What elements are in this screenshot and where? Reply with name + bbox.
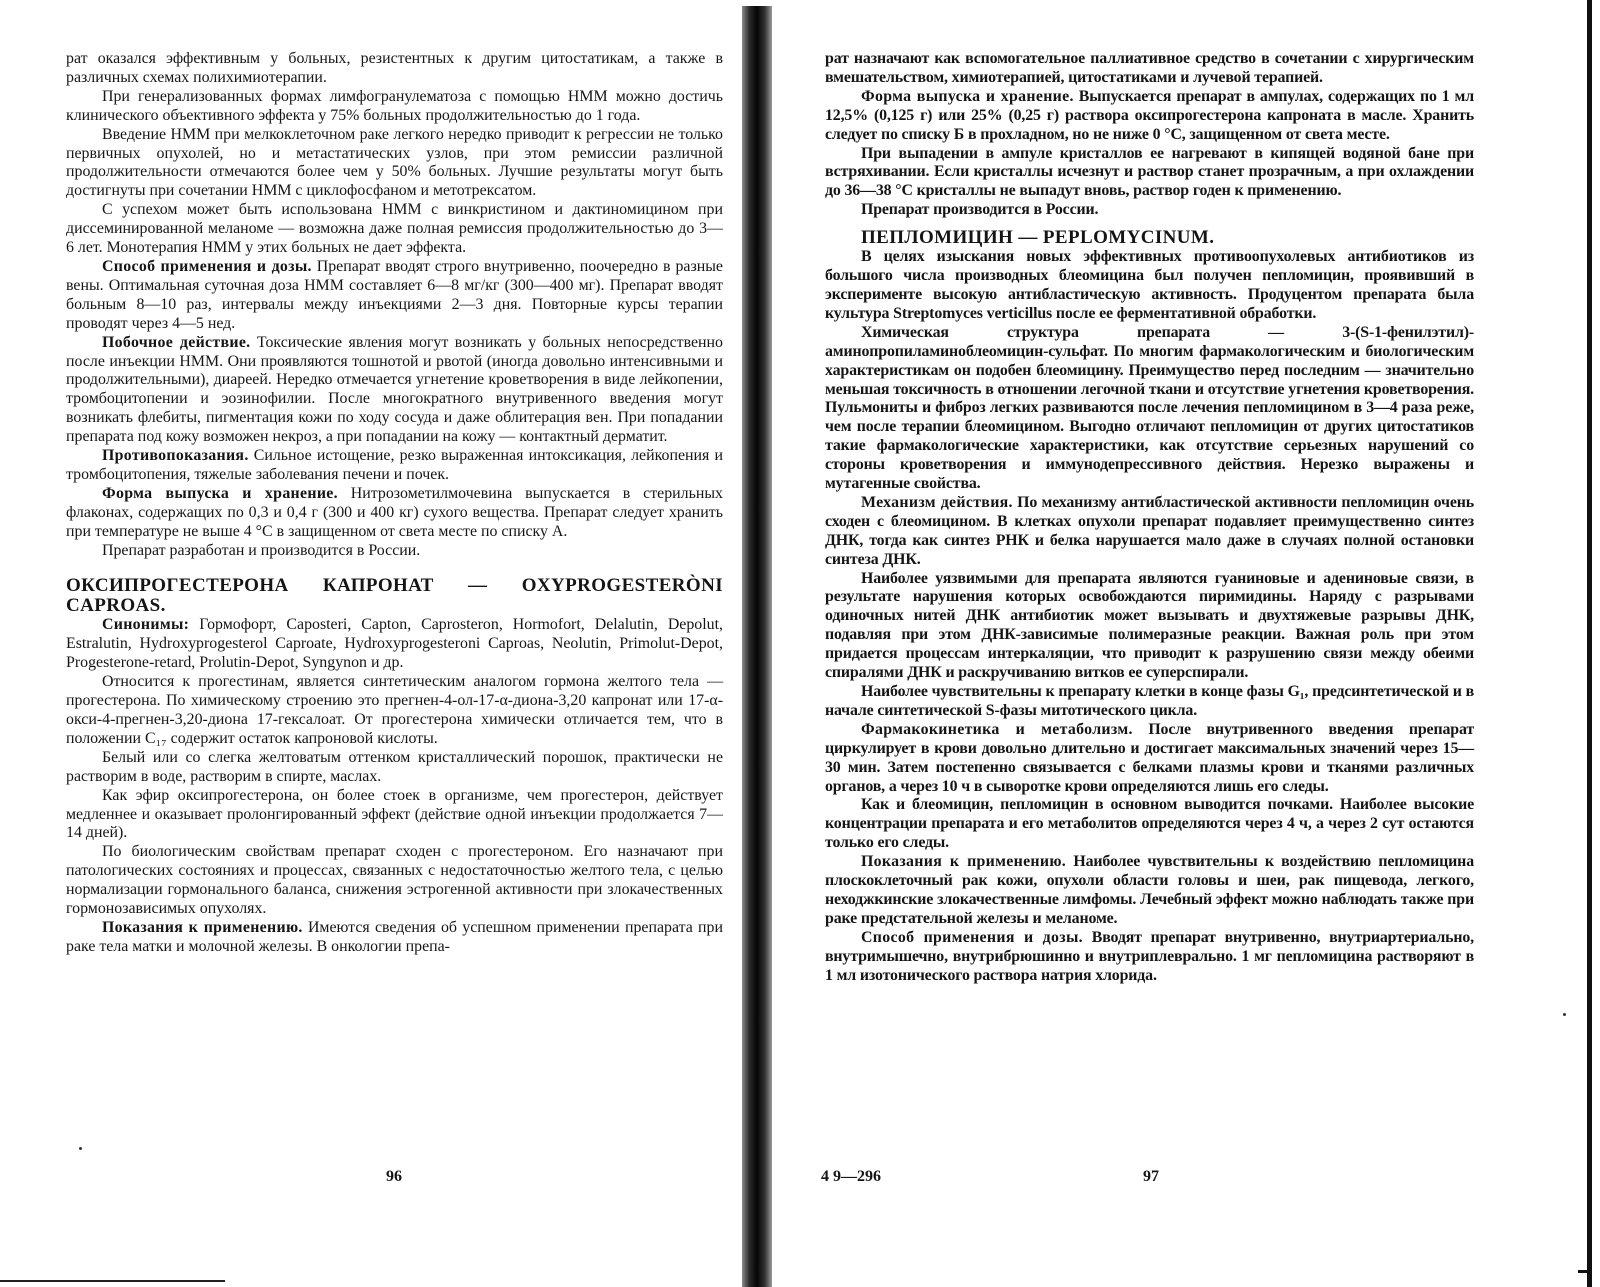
- entry-heading-peplomycin: ПЕПЛОМИЦИН — PEPLOMYCINUM.: [861, 227, 1215, 249]
- paragraph-text: Выпускается препарат в ампулах, содержащих по 1 мл 12,5% (0,125 г) или 25% (0,25 г) раствора оксипрогестерона капроната в масле. Хранить следует по списку Б в прохладном, но не ниже 0 °С, защищенном от света месте.: [825, 87, 1474, 143]
- book-gutter: [742, 6, 772, 1287]
- paragraph-text: Имеются сведения об успешном применении препарата при раке тела матки и молочной железы. В онкологии препа-: [66, 918, 724, 955]
- paragraph-text: В целях изыскания новых эффективных противоопухолевых антибиотиков из большого числа производных блеомицина был получен пепломицин, проявивший в эксперименте высокую антибластическую активность. Продуцентом препарата была культура Streptomyces verticillus после ее ферментативной обработки.: [825, 248, 1474, 322]
- paragraph: [825, 88, 1474, 145]
- paragraph-text: Препарат разработан и производится в России.: [102, 541, 421, 559]
- paragraph: [66, 616, 723, 673]
- paragraph: [66, 542, 723, 561]
- run-in-heading: Противопоказания.: [102, 447, 249, 465]
- paragraph-text: После внутривенного введения препарат циркулирует в крови довольно длительно и достигает максимальных значений через 15—30 мин. Затем постепенно связывается с белками плазмы крови и тканями различных органов, а через 10 ч в сыворотке крови определяются лишь его следы.: [825, 720, 1474, 795]
- paragraph: [66, 334, 723, 447]
- run-in-heading: Механизм действия.: [861, 493, 1013, 511]
- run-in-heading: Фармакокинетика и метаболизм.: [861, 720, 1133, 738]
- paragraph-text: Вводят препарат внутривенно, внутриартериально, внутримышечно, внутрибрюшинно и внутриплеврально. 1 мг пепломицина растворяют в 1 мл изотонического раствора натрия хлорида.: [825, 928, 1474, 984]
- right-page-body: [825, 50, 1474, 220]
- paragraph: [66, 88, 723, 126]
- paragraph-text: Гормофорт, Caposteri, Capton, Caprosteron, Hormofort, Delalutin, Depolut, Estralutin, Hydroxyprogesterol Caproate, Hydroxyprogesteroni Caproas, Neolutin, Primolut-Depot, Progesterone-retard, Prolutin-Depot, Syngynon и др.: [66, 616, 723, 672]
- paragraph: [825, 721, 1474, 797]
- page-number-right: 97: [1143, 1168, 1159, 1185]
- paragraph-text: Химическая структура препарата — 3-(S-1-фенилэтил)-аминопропиламиноблеомицин-сульфат. По многим фармакологическим и биологическим характеристикам он подобен блеомицину. Преимущество перед последним — значительно меньшая токсичность в отношении легочной ткани и отсутствие угнетения кроветворения. Пульмониты и фиброз легких развиваются после лечения пепломицином в 3—4 раза реже, чем после терапии блеомицином. Выгодно отличают пепломицин от других цитостатиков такие фармакологические характеристики, как отсутствие серьезных нарушений со стороны кроветворения и иммунодепрессивного действия. Нерезко выражены и мутагенные свойства.: [825, 323, 1474, 493]
- paragraph-text: При выпадении в ампуле кристаллов ее нагревают в кипящей водяной бане при встряхивании. Если кристаллы исчезнут и раствор станет прозрачным, а при охлаждении до 36—38 °С кристаллы не выпадут вновь, раствор годен к применению.: [825, 144, 1474, 200]
- scan-bottom-line: [0, 1280, 225, 1282]
- signature-mark: 4 9—296: [821, 1168, 881, 1185]
- paragraph: [66, 201, 723, 258]
- paragraph-text: Препарат производится в России.: [861, 201, 1099, 219]
- paragraph-text: Нитрозометилмочевина выпускается в стерильных флаконах, содержащих по 0,3 и 0,4 г (300 и 400 кг) сухого вещества. Препарат следует хранить при температуре не выше 4 °С в защищенном от света месте по списку А.: [66, 484, 723, 540]
- paragraph: [825, 796, 1474, 853]
- paragraph: [66, 447, 723, 485]
- paragraph-text: Введение НММ при мелкоклеточном раке легкого нередко приводит к регрессии не только первичных опухолей, но и метастатических узлов, при этом ремиссии различной продолжительности отмечаются более чем у 50% больных. Лучшие результаты могут быть достигнуты при сочетании НММ с циклофосфаном и метотрексатом.: [66, 125, 723, 200]
- paragraph: [66, 485, 723, 542]
- paragraph-text: Относится к прогестинам, является синтетическим аналогом гормона желтого тела — прогестерона. По химическому строению это прегнен-4-ол-17-α-диона-3,20 капронат или 17-α-окси-4-прегнен-3,20-диона 17-гексалоат. От прогестерона химически отличается тем, что в положении С₁₇ содержит остаток капроновой кислоты.: [66, 673, 723, 747]
- run-in-heading: Показания к применению.: [102, 918, 303, 936]
- paragraph-text: По биологическим свойствам препарат сходен с прогестероном. Его назначают при патологических состояниях и процессах, связанных с недостаточностью желтого тела, с целью нормализации гормонального баланса, снижения эстрогенной активности при злокачественных гормонозависимых опухолях.: [66, 843, 723, 918]
- entry-heading-oxyprogesterone: ОКСИПРОГЕСТЕРОНА КАПРОНАТ — OXYPROGESTERÒNI CAPROAS.: [66, 575, 723, 617]
- paragraph-text: Белый или со слегка желтоватым оттенком кристаллический порошок, практически не растворим в воде, растворим в спирте, маслах.: [66, 748, 723, 785]
- paragraph-text: По механизму антибластической активности пепломицин очень сходен с блеомицином. В клетках опухоли препарат подавляет преимущественно синтез ДНК, тогда как синтез РНК и белка нарушается мало даже в случаях полной остановки синтеза ДНК.: [825, 493, 1474, 568]
- run-in-heading: Форма выпуска и хранение.: [102, 484, 338, 502]
- paragraph: [66, 126, 723, 202]
- paragraph: [825, 853, 1474, 929]
- page-edge-shadow: [1587, 0, 1592, 1287]
- paragraph: [66, 749, 723, 787]
- paragraph: [66, 50, 723, 88]
- paragraph-text: рат оказался эффективным у больных, резистентных к другим цитостатикам, а также в различных схемах полихимиотерапии.: [66, 50, 723, 86]
- paragraph: [825, 570, 1474, 683]
- paragraph-text: Сильное истощение, резко выраженная интоксикация, лейкопения и тромбоцитопения, тяжелые заболевания печени и почек.: [66, 447, 723, 483]
- paragraph: [825, 683, 1474, 721]
- run-in-heading: Способ применения и дозы.: [102, 257, 312, 275]
- page-number-left: 96: [386, 1168, 402, 1185]
- paragraph-text: Наиболее уязвимыми для препарата являются гуаниновые и адениновые связи, в результате нарушения которых освобождаются пиримидины. Наряду с разрывами одиночных нитей ДНК антибиотик может вызывать и двухтяжевые разрывы ДНК, подавляя при этом ДНК-зависимые полимеразные реакции. Важная роль при этом придается процессам интеркаляции, что приводит к разрушению связи между обеими спиралями ДНК и раскручиванию витков ее суперспирали.: [825, 569, 1474, 682]
- left-page-body: [66, 50, 723, 560]
- run-in-heading: Синонимы:: [102, 616, 190, 634]
- paragraph: [825, 248, 1474, 324]
- paragraph-text: При генерализованных формах лимфогранулематоза с помощью НММ можно достичь клинического объективного эффекта у 75% больных продолжительностью до 1 года.: [66, 87, 723, 124]
- paragraph-text: Как эфир оксипрогестерона, он более стоек в организме, чем прогестерон, действует медленнее и оказывает пролонгированный эффект (действие одной инъекции продолжается 7—14 дней).: [66, 786, 723, 842]
- paragraph-text: Наиболее чувствительны к препарату клетки в конце фазы G₁, предсинтетической и в начале синтетической S-фазы митотического цикла.: [825, 683, 1474, 719]
- paragraph-text: рат назначают как вспомогательное паллиативное средство в сочетании с хирургическим вмешательством, химиотерапией, цитостатиками и лучевой терапией.: [825, 50, 1474, 86]
- right-page: [825, 50, 1474, 986]
- paragraph: [66, 258, 723, 334]
- run-in-heading: Побочное действие.: [102, 333, 251, 351]
- right-page-body-continued: [825, 248, 1474, 985]
- scan-speck: [1563, 1013, 1566, 1016]
- paragraph-text: С успехом может быть использована НММ с винкристином и дактиномицином при диссеминированной меланоме — возможна даже полная ремиссия продолжительностью до 3—6 лет. Монотерапия НММ у этих больных не дает эффекта.: [66, 201, 723, 257]
- scan-speck: [79, 1147, 82, 1150]
- paragraph-text: Токсические явления могут возникать у больных непосредственно после инъекции НММ. Они проявляются тошнотой и рвотой (иногда довольно интенсивными и продолжительными), диареей. Нередко отмечается угнетение кроветворения в виде лейкопении, тромбоцитопении и эозинофилии. После многократного внутривенного введения могут возникать флебиты, пигментация кожи по ходу сосуда и даже облитерация вен. При попадании препарата под кожу возможен некроз, а при попадании на кожу — контактный дерматит.: [66, 333, 723, 446]
- page-edge-tick: [1578, 1270, 1591, 1273]
- paragraph: [825, 145, 1474, 202]
- paragraph: [825, 50, 1474, 88]
- left-page-body-continued: [66, 616, 723, 956]
- paragraph-text: Наиболее чувствительны к воздействию пепломицина плоскоклеточный рак кожи, опухоли области головы и шеи, рак пищевода, легкого, неходжкинские злокачественные лимфомы. Лечебный эффект можно наблюдать также при раке предстательной железы и меланоме.: [825, 853, 1474, 927]
- paragraph: [825, 324, 1474, 494]
- paragraph: [825, 201, 1474, 220]
- paragraph: [825, 494, 1474, 570]
- run-in-heading: Показания к применению.: [861, 853, 1067, 871]
- paragraph: [66, 843, 723, 919]
- paragraph: [66, 673, 723, 749]
- run-in-heading: Способ применения и дозы.: [861, 928, 1083, 946]
- run-in-heading: Форма выпуска и хранение.: [861, 87, 1074, 105]
- paragraph-text: Препарат вводят строго внутривенно, поочередно в разные вены. Оптимальная суточная доза НММ составляет 6—8 мг/кг (300—400 мг). Препарат вводят больным 8—10 раз, интервалы между инъекциями 2—3 дня. Повторные курсы терапии проводят через 4—5 нед.: [66, 257, 723, 332]
- paragraph: [66, 919, 723, 957]
- paragraph: [66, 787, 723, 844]
- paragraph: [825, 929, 1474, 986]
- paragraph-text: Как и блеомицин, пепломицин в основном выводится почками. Наиболее высокие концентрации препарата и его метаболитов определяются через 4 ч, а через 2 сут остаются только его следы.: [825, 796, 1474, 852]
- left-page: [66, 50, 723, 957]
